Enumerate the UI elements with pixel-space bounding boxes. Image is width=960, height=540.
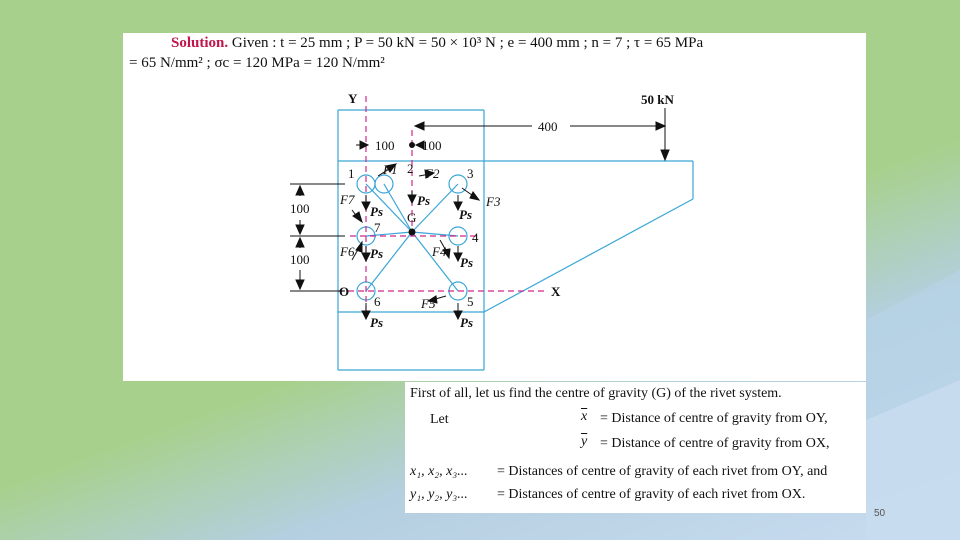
dim-400-label: 400: [538, 119, 558, 134]
ybar-symbol: $\overline{y}$: [581, 434, 588, 449]
ps-label-6: Ps: [370, 315, 383, 330]
let-label: Let: [430, 412, 449, 427]
axis-y-label: Y: [348, 91, 358, 106]
origin-label: O: [339, 284, 350, 299]
xbar-symbol: $\overline{x}$: [581, 409, 588, 424]
ps-label-1: Ps: [370, 204, 383, 219]
ps-label-2: Ps: [417, 193, 430, 208]
ps-label-5: Ps: [460, 315, 473, 330]
force-label-f1: F1: [383, 162, 398, 177]
dimension-dot: [409, 142, 415, 148]
rivet-label-4: 4: [472, 230, 479, 245]
centroid-point: [409, 229, 416, 236]
dim-vert-top-label: 100: [290, 201, 310, 216]
dim-vert-bottom-label: 100: [290, 252, 310, 267]
ps-label-7: Ps: [370, 246, 383, 261]
intro-text: First of all, let us find the centre of gravity (G) of the rivet system.: [410, 386, 782, 401]
axis-x-label: X: [551, 284, 561, 299]
force-label-f5: F5: [421, 296, 436, 311]
given-values-1: Given : t = 25 mm ; P = 50 kN = 50 × 10³ N ; e = 400 mm ; n = 7 ; τ = 65 MPa: [231, 35, 704, 51]
xi-symbols: x₁, x₂, x₃...: [410, 464, 468, 479]
rivet-label-1: 1: [348, 166, 355, 181]
ps-label-4: Ps: [460, 255, 473, 270]
centroid-label: G: [407, 210, 417, 225]
ps-label-3: Ps: [459, 207, 472, 222]
given-line-2: = 65 N/mm² ; σc = 120 MPa = 120 N/mm²: [129, 55, 385, 71]
xi-definition: = Distances of centre of gravity of each rivet from OY, and: [497, 464, 828, 479]
solution-heading: Solution.: [171, 35, 229, 51]
ybar-definition: = Distance of centre of gravity from OX,: [600, 436, 830, 451]
rivet-label-5: 5: [467, 294, 474, 309]
xbar-definition: = Distance of centre of gravity from OY,: [600, 411, 828, 426]
yi-definition: = Distances of centre of gravity of each rivet from OX.: [497, 487, 806, 502]
rivet-label-3: 3: [467, 166, 474, 181]
dim-100-right-label: 100: [422, 138, 442, 153]
force-label-f7: F7: [340, 192, 355, 207]
rivet-label-2: 2: [407, 161, 414, 176]
bracket-sloped-edge: [484, 199, 693, 312]
rivet-label-7: 7: [374, 220, 381, 235]
force-label-f4: F4: [432, 244, 447, 259]
force-label-f2: F2: [425, 166, 440, 181]
yi-symbols: y₁, y₂, y₃...: [410, 487, 468, 502]
rivet-label-6: 6: [374, 294, 381, 309]
load-label: 50 kN: [641, 92, 674, 107]
page-number: 50: [874, 508, 886, 519]
dim-100-left-label: 100: [375, 138, 395, 153]
force-label-f6: F6: [340, 244, 355, 259]
force-label-f3: F3: [486, 194, 501, 209]
